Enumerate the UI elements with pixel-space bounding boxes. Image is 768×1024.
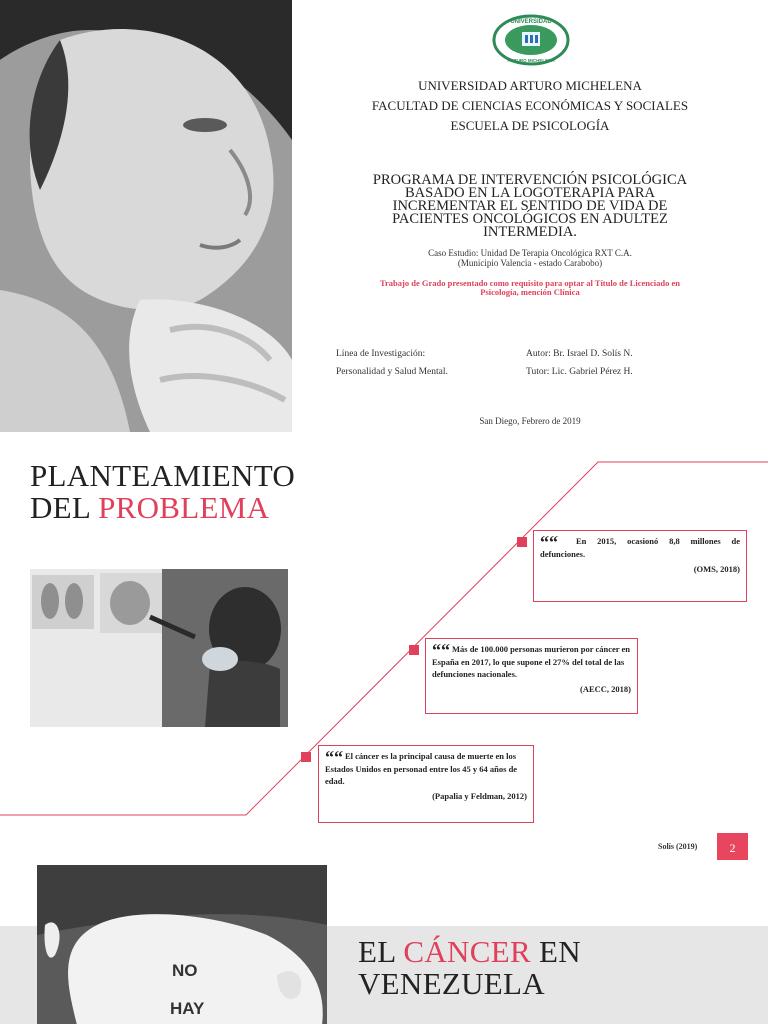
sign-text-line: NO [172,961,198,980]
heading-line-1 [358,936,581,968]
heading-plain: EN [530,934,581,969]
problem-statement-slide [0,432,768,860]
heading-accent: CÁNCER [403,934,531,969]
place-date: San Diego, Febrero de 2019 [479,416,581,426]
thesis-title-line: BASADO EN LA LOGOTERAPIA PARA [404,185,656,201]
heading-accent: PROBLEMA [98,490,270,525]
woman-portrait-photo [0,0,292,432]
quote-source: (AECC, 2018) [580,684,631,694]
svg-text:ARTURO MICHELENA: ARTURO MICHELENA [507,58,555,63]
page-number: 2 [717,833,748,860]
case-study-line: Caso Estudio: Unidad De Terapia Oncológica RXT C.A. [428,248,632,258]
quote-card [318,745,534,823]
school-name: ESCUELA DE PSICOLOGÍA [450,118,610,133]
university-name: UNIVERSIDAD ARTURO MICHELENA [418,78,642,93]
degree-requirement [360,279,700,297]
tutor-line: Tutor: Lic. Gabriel Pérez H. [526,367,633,377]
thesis-title-line: PROGRAMA DE INTERVENCIÓN PSICOLÓGICA [372,172,688,188]
protest-sign-photo [37,865,327,1024]
timeline-marker [409,645,419,655]
heading-line-1: PLANTEAMIENTO [30,458,296,493]
quote-mark-icon: ““ [432,640,450,660]
credits [526,345,633,381]
footer-citation: Solís (2019) [658,842,698,851]
cancer-venezuela-slide [0,860,768,1024]
quote-mark-icon: ““ [540,532,558,552]
thesis-title [352,174,708,239]
quote-text: El cáncer es la principal causa de muerte en los Estados Unidos en personad entre los 45 y 64 años de edad. [325,751,518,786]
thesis-title-line: INTERMEDIA. [483,224,577,240]
quote-body [432,640,631,680]
quote-mark-icon: ““ [325,747,343,767]
research-line-label: Línea de Investigación: [336,349,426,359]
author-line: Autor: Br. Israel D. Solís N. [526,349,633,359]
municipality-line: (Municipio Valencia - estado Carabobo) [457,258,603,268]
research-line [336,345,448,381]
university-logo [492,14,570,66]
quote-card [425,638,638,714]
quote-card [533,530,747,602]
timeline-marker [301,752,311,762]
heading-line-2: VENEZUELA [358,966,545,1001]
svg-text:UNIVERSIDAD: UNIVERSIDAD [510,19,552,25]
quote-text: Más de 100.000 personas murieron por cáncer en España en 2017, lo que supone el 27% del total de las defunciones nacionales. [432,644,631,679]
quote-source: (OMS, 2018) [693,564,740,574]
thesis-title-line: PACIENTES ONCOLÓGICOS EN ADULTEZ [392,211,668,227]
sign-text-line: HAY [170,999,205,1018]
faculty-name: FACULTAD DE CIENCIAS ECONÓMICAS Y SOCIALES [371,98,689,113]
doctor-xray-photo [30,569,288,727]
quote-body [540,532,740,560]
heading-plain: EL [358,934,404,969]
quote-body [325,747,527,787]
title-slide [0,0,768,432]
research-line-value: Personalidad y Salud Mental. [336,367,448,377]
quote-text: En 2015, ocasionó 8,8 millones de defunciones. [540,536,740,559]
quote-source: (Papalia y Feldman, 2012) [432,791,527,801]
thesis-title-line: INCREMENTAR EL SENTIDO DE VIDA DE [392,198,668,214]
heading-plain: DEL [30,490,99,525]
requirement-line: Trabajo de Grado presentado como requisito para optar al Título de Licenciado en [379,278,681,288]
portrait-illustration [0,0,292,432]
requirement-line: Psicología, mención Clínica [480,287,580,297]
timeline-marker [517,537,527,547]
case-study [352,248,708,268]
slide-heading [358,936,581,1000]
